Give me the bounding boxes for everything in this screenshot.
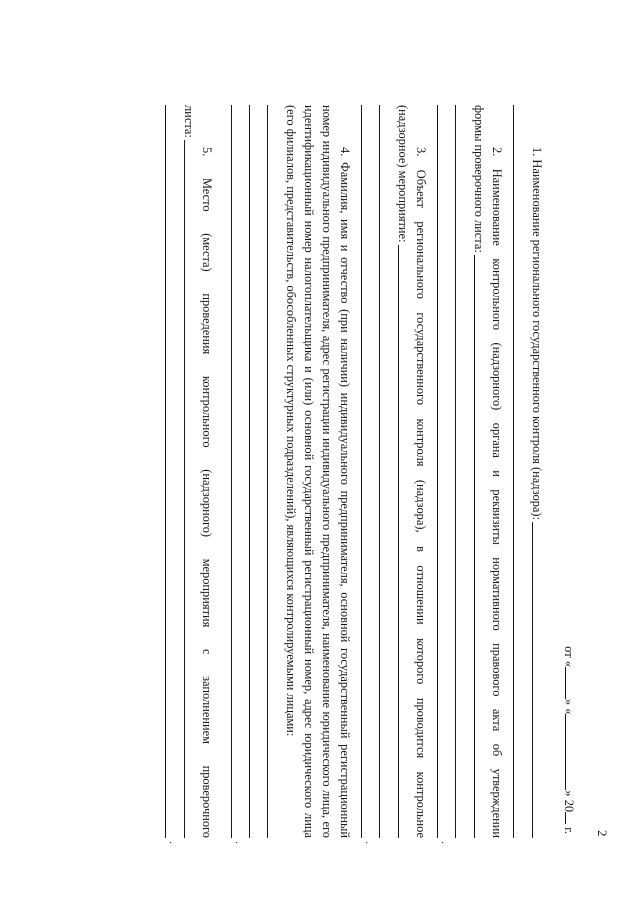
item-3-line-1: 3. Объект регионального государственного контроля (надзора), в отношении которого проводится контрольное: [414, 147, 428, 838]
item-2-end-dot: .: [439, 841, 451, 844]
item-5-fill-line[interactable]: [162, 105, 180, 844]
item-1-blank[interactable]: [532, 522, 545, 838]
item-5-row: [180, 105, 198, 838]
item-5-line-1: 5. Место (места) проведения контрольного (надзорного) мероприятия с заполнением проверочного: [200, 147, 214, 838]
document-body: [162, 105, 578, 844]
item-2-fill-line[interactable]: [452, 105, 470, 838]
date-year-prefix: » 20: [562, 790, 576, 813]
item-3-fill-line[interactable]: [376, 105, 394, 838]
item-1-label: 1. Наименование регионального государственного контроля (надзора):: [530, 147, 544, 520]
item-2-fill-line-2[interactable]: [434, 105, 452, 844]
item-4-end-dot: .: [233, 841, 245, 844]
item-2-line-1: 2. Наименование контрольного (надзорного) органа и реквизиты нормативного правового акта об утверждении: [490, 147, 504, 838]
date-prefix: от «: [562, 646, 576, 667]
item-4-fill-line-3[interactable]: [228, 105, 246, 844]
item-4-fill-line[interactable]: [264, 105, 282, 838]
item-5-end-dot: .: [167, 841, 179, 844]
item-4-fill-line-2[interactable]: [246, 105, 264, 838]
item-3-row: [394, 105, 412, 838]
item-2-row: [470, 105, 488, 838]
item-5-label: листа:: [182, 105, 196, 138]
item-3-blank[interactable]: [398, 245, 411, 838]
item-4-block: [282, 105, 354, 838]
item-3-fill-line-2[interactable]: [358, 105, 376, 844]
date-line: [560, 105, 578, 838]
item-3-label: (надзорное) мероприятие:: [396, 105, 410, 243]
item-2-blank[interactable]: [474, 255, 487, 838]
month-blank[interactable]: [565, 714, 578, 790]
item-2-label: формы проверочного листа:: [472, 105, 486, 253]
item-1-fill-line[interactable]: [510, 105, 528, 838]
item-1-row: [528, 105, 546, 838]
item-4-text: 4. Фамилия, имя и отчество (при наличии) индивидуального предпринимателя, основной государственный регистрационный номер индивидуального предпринимателя, адрес регистрации индивидуального предпринимателя, наименование юридического лица, его идентификационный номер налогоплательщика и (или) основной государственный регистрационный номер, адрес юридического лица (его филиалов, представительств, обособленных структурных подразделений), являющихся контролируемыми лицами:: [284, 105, 352, 838]
date-suffix: г.: [562, 827, 576, 834]
item-5-blank[interactable]: [184, 140, 197, 838]
date-middle: » «: [562, 698, 576, 715]
item-3-end-dot: .: [363, 841, 375, 844]
day-blank[interactable]: [565, 667, 578, 699]
year-blank[interactable]: [565, 812, 578, 824]
page-number: 2: [595, 830, 610, 837]
